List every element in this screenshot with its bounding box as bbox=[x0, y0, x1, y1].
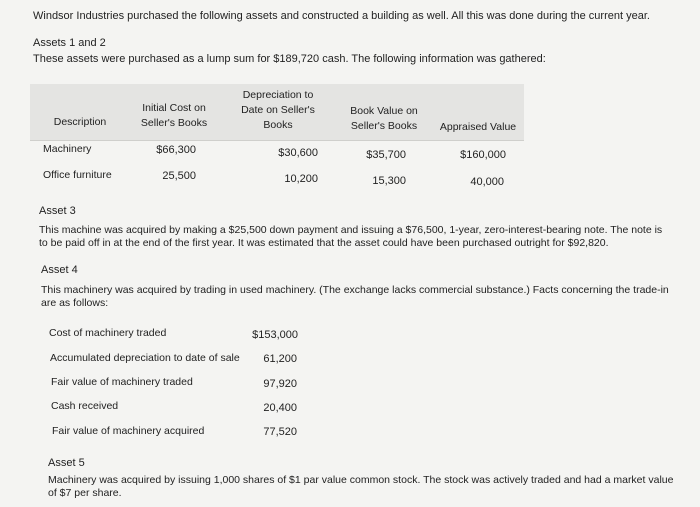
asset5-line1: Machinery was acquired by issuing 1,000 shares of $1 par value common stock. The stock was actively traded and had a market value bbox=[48, 474, 674, 486]
intro-text: Windsor Industries purchased the following assets and constructed a building as well. All this was done during the current year. bbox=[33, 10, 650, 22]
table-row-book-value: 15,300 bbox=[372, 175, 406, 187]
assets12-text: These assets were purchased as a lump sum for $189,720 cash. The following information was gathered: bbox=[33, 53, 546, 65]
col-initial-cost: Initial Cost on Seller's Books bbox=[140, 102, 208, 129]
table-row-description: Machinery bbox=[43, 143, 92, 155]
list-item-label: Fair value of machinery acquired bbox=[52, 425, 205, 437]
list-item-label: Cash received bbox=[51, 400, 119, 412]
list-item-value: 77,520 bbox=[263, 426, 297, 438]
asset4-line1: This machinery was acquired by trading in used machinery. (The exchange lacks commercial substance.) Facts concerning the trade-in bbox=[41, 284, 669, 296]
asset4-title: Asset 4 bbox=[41, 264, 78, 276]
asset3-line2: to be paid off in at the end of the first year. It was estimated that the asset could have been purchased outright for $92,820. bbox=[39, 237, 609, 249]
table-row-book-value: $35,700 bbox=[366, 149, 406, 161]
asset5-line2: of $7 per share. bbox=[48, 487, 122, 499]
assets12-title: Assets 1 and 2 bbox=[33, 37, 106, 49]
col-description: Description bbox=[53, 116, 107, 128]
col-depreciation: Depreciation to Date on Seller's Books bbox=[241, 89, 315, 131]
asset3-title: Asset 3 bbox=[39, 205, 76, 217]
list-item-value: 20,400 bbox=[263, 402, 297, 414]
asset4-line2: are as follows: bbox=[41, 297, 109, 309]
list-item-value: $153,000 bbox=[252, 329, 298, 341]
list-item-value: 61,200 bbox=[263, 353, 297, 365]
col-book-value: Book Value on Seller's Books bbox=[350, 105, 418, 132]
table-row-depreciation: $30,600 bbox=[278, 147, 318, 159]
col-appraised: Appraised Value bbox=[439, 121, 517, 133]
asset5-title: Asset 5 bbox=[48, 457, 85, 469]
asset3-line1: This machine was acquired by making a $25,500 down payment and issuing a $76,500, 1-year, zero-interest-bearing note. The note is bbox=[39, 224, 663, 236]
table-row-appraised: 40,000 bbox=[470, 176, 504, 188]
list-item-value: 97,920 bbox=[263, 378, 297, 390]
list-item-label: Accumulated depreciation to date of sale bbox=[50, 352, 240, 364]
table-row-description: Office furniture bbox=[43, 169, 112, 181]
table-row-appraised: $160,000 bbox=[460, 149, 506, 161]
list-item-label: Cost of machinery traded bbox=[49, 327, 167, 339]
table-row-depreciation: 10,200 bbox=[284, 173, 318, 185]
table-row-initial-cost: 25,500 bbox=[162, 170, 196, 182]
table-row-initial-cost: $66,300 bbox=[156, 144, 196, 156]
list-item-label: Fair value of machinery traded bbox=[51, 376, 193, 388]
